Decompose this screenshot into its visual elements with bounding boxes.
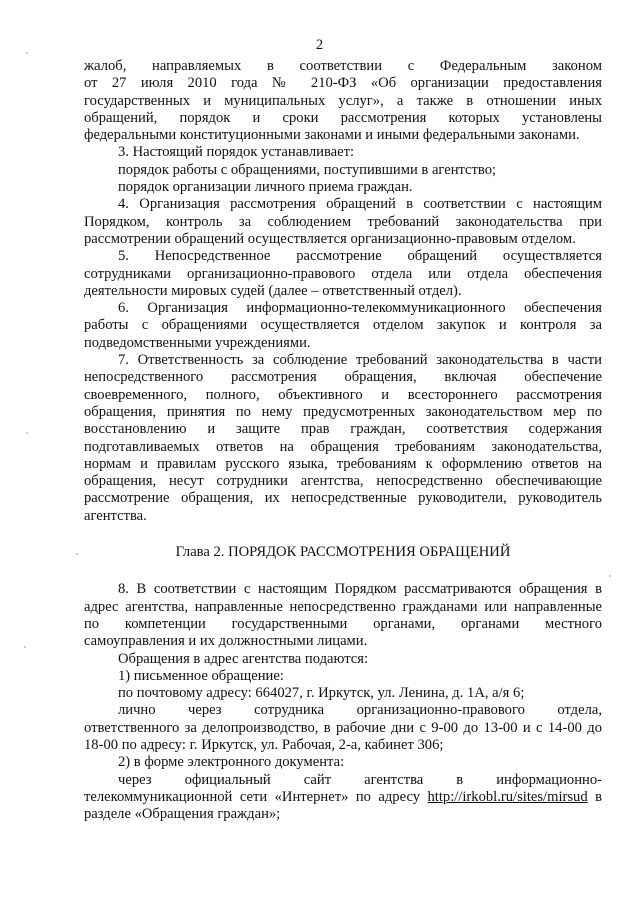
text-line: [84, 789, 602, 806]
text-line: нормам и правилам русского языка, требованиям к оформлению ответов на: [84, 455, 602, 472]
text-line: лично через сотрудника организационно-правового отдела,: [118, 702, 602, 719]
text-line: обращения, принятия по нему предусмотренных законодательством мер по: [84, 403, 602, 420]
text-line: ответственного за делопроизводство, в рабочие дни с 9-00 до 13-00 и с 14-00 до: [84, 719, 602, 736]
text-line: Порядком, контроль за соблюдением требований законодательства при: [84, 213, 602, 230]
text-line: разделе «Обращения граждан»;: [84, 806, 281, 823]
text-line: деятельности мировых судей (далее – ответственный отдел).: [84, 282, 462, 299]
page-number: 2: [315, 37, 324, 53]
text-line: Обращения в адрес агентства подаются:: [118, 650, 369, 667]
text-line: обращения, несут сотрудники агентства, непосредственно обеспечивающие: [84, 473, 602, 490]
text-line: жалоб, направляемых в соответствии с Федеральным законом: [84, 58, 602, 74]
text-line: своевременного, полного, объективного и всестороннего рассмотрения: [84, 386, 602, 403]
scan-speck: [76, 553, 78, 555]
text-line: 5. Непосредственное рассмотрение обращений осуществляется: [118, 248, 602, 265]
text-fragment: телекоммуникационной сети «Интернет» по адресу: [84, 788, 428, 805]
website-link[interactable]: http://irkobl.ru/sites/mirsud: [427, 788, 588, 805]
text-line: порядок организации личного приема граждан.: [118, 179, 413, 196]
text-line: рассмотрении обращений осуществляется организационно-правовым отделом.: [84, 230, 576, 247]
text-line: от 27 июля 2010 года № 210-ФЗ «Об организации предоставления: [84, 75, 602, 92]
text-line: восстановлению и защите прав граждан, соответствия содержания: [84, 421, 602, 438]
text-line: сотрудниками организационно-правового отдела или отдела обеспечения: [84, 265, 602, 282]
text-line: 8. В соответствии с настоящим Порядком рассматриваются обращения в: [118, 581, 602, 598]
text-line: адрес агентства, направленные непосредственно гражданами или направленные: [84, 598, 602, 615]
paragraphs-section-1: [84, 58, 602, 525]
text-line: подведомственными учреждениями.: [84, 334, 311, 351]
chapter-title: Глава 2. ПОРЯДОК РАССМОТРЕНИЯ ОБРАЩЕНИЙ: [175, 544, 511, 561]
text-line: 7. Ответственность за соблюдение требований законодательства в части: [118, 352, 602, 369]
text-line: 6. Организация информационно-телекоммуникационного обеспечения: [118, 300, 602, 317]
text-line: самоуправления и их должностными лицами.: [84, 633, 368, 650]
text-line: по почтовому адресу: 664027, г. Иркутск, ул. Ленина, д. 1А, а/я 6;: [118, 685, 525, 702]
text-line: рассмотрение обращения, их непосредственные руководители, руководитель: [84, 490, 602, 507]
text-line: порядок работы с обращениями, поступившими в агентство;: [118, 161, 497, 178]
text-line: 18-00 по адресу: г. Иркутск, ул. Рабочая, 2-а, кабинет 306;: [84, 736, 444, 753]
scan-speck: [26, 52, 28, 54]
document-body: [84, 58, 602, 823]
text-line: 3. Настоящий порядок устанавливает:: [118, 144, 355, 161]
text-line: государственных и муниципальных услуг», а также в отношении иных: [84, 92, 602, 109]
text-line: 1) письменное обращение:: [118, 667, 284, 684]
text-line: работы с обращениями осуществляется отделом закупок и контроля за: [84, 317, 602, 334]
scan-speck: [609, 575, 611, 577]
text-line: 2) в форме электронного документа:: [118, 754, 345, 771]
scan-speck: [26, 432, 28, 434]
text-line: 4. Организация рассмотрения обращений в соответствии с настоящим: [118, 196, 602, 213]
text-fragment: в: [587, 788, 602, 805]
text-line: по компетенции государственными органами, органами местного: [84, 615, 602, 632]
text-line: подготавливаемых ответов на обращения требованиям законодательства,: [84, 438, 602, 455]
text-line: федеральными конституционными законами и иными федеральными законами.: [84, 127, 580, 144]
text-line: через официальный сайт агентства в информационно-: [118, 771, 602, 788]
text-line: агентства.: [84, 507, 147, 524]
text-line: непосредственного рассмотрения обращения, включая обеспечение: [84, 369, 602, 386]
text-line: обращений, порядок и сроки рассмотрения которых установлены: [84, 109, 602, 126]
scan-speck: [24, 646, 26, 648]
paragraphs-section-2: [84, 581, 602, 789]
